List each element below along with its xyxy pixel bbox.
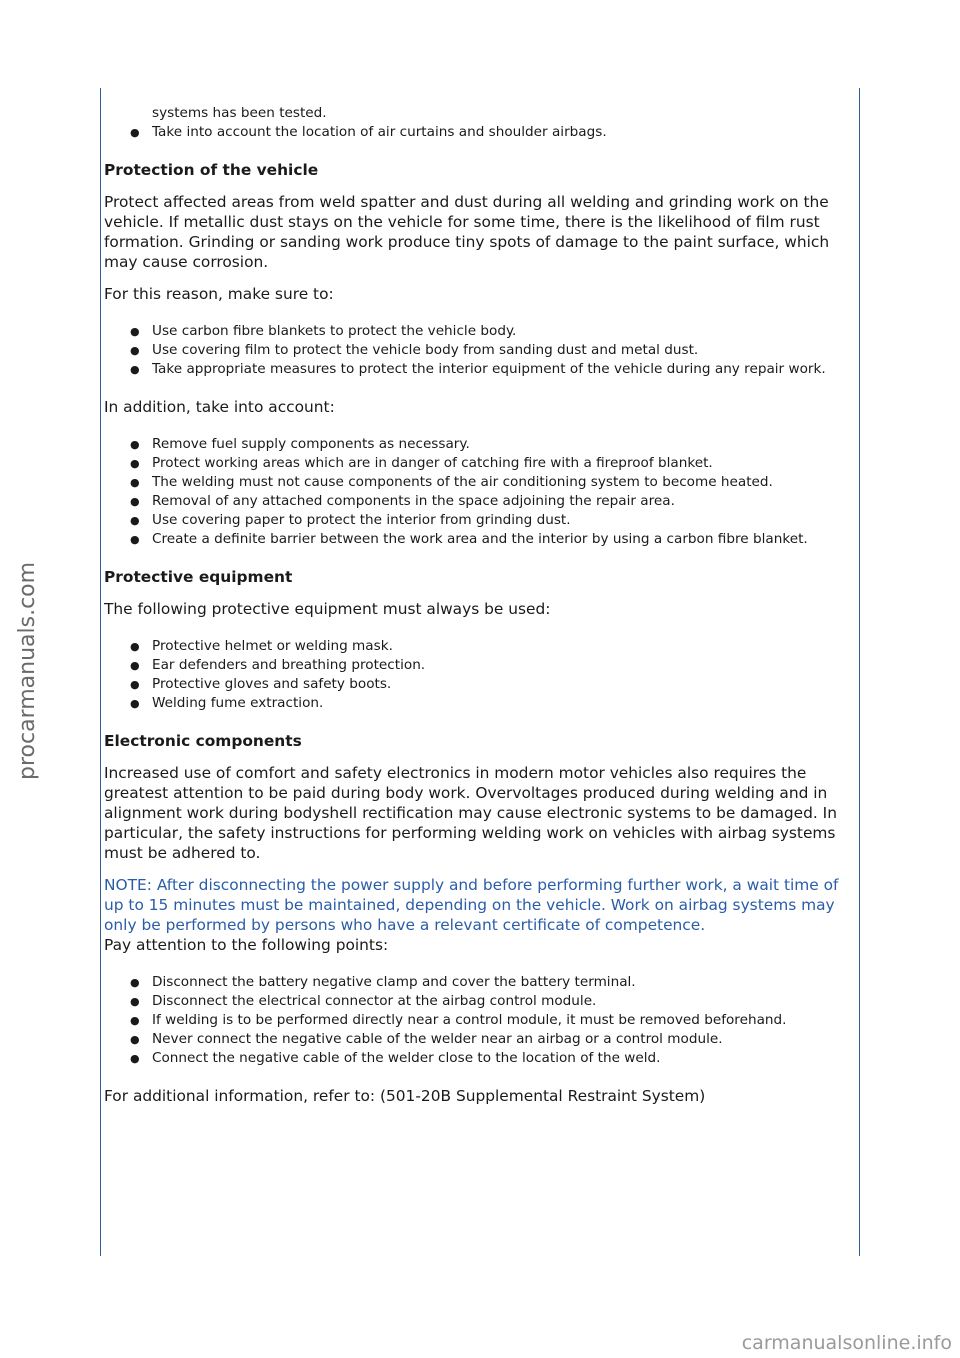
list-item: ● Take appropriate measures to protect the interior equipment of the vehicle during any repair work. bbox=[152, 360, 856, 379]
equipment-bullet-list bbox=[104, 637, 856, 713]
protection-bullet-list-2 bbox=[104, 435, 856, 549]
section-heading-equipment: Protective equipment bbox=[104, 568, 293, 586]
list-item: ● Protect working areas which are in danger of catching fire with a fireproof blanket. bbox=[152, 454, 856, 473]
list-item: ● Ear defenders and breathing protection. bbox=[152, 656, 856, 675]
electronics-lead: Pay attention to the following points: bbox=[104, 936, 389, 954]
side-watermark: procarmanuals.com bbox=[15, 561, 40, 780]
reference-link-text: For additional information, refer to: (501-20B Supplemental Restraint System) bbox=[104, 1087, 706, 1105]
list-item: ● If welding is to be performed directly near a control module, it must be removed beforehand. bbox=[152, 1011, 856, 1030]
list-item: ● The welding must not cause components of the air conditioning system to become heated. bbox=[152, 473, 856, 492]
list-item: ● Welding fume extraction. bbox=[152, 694, 856, 713]
list-item: ● Never connect the negative cable of the welder near an airbag or a control module. bbox=[152, 1030, 856, 1049]
list-item: ● Connect the negative cable of the welder close to the location of the weld. bbox=[152, 1049, 856, 1068]
section-heading-protection: Protection of the vehicle bbox=[104, 161, 319, 179]
list-item: ● Use covering film to protect the vehicle body from sanding dust and metal dust. bbox=[152, 341, 856, 360]
intro-bullet-list bbox=[104, 123, 856, 142]
protection-bullet-list bbox=[104, 322, 856, 379]
airbag-note: NOTE: After disconnecting the power supply and before performing further work, a wait time of up to 15 minutes must be maintained, depending on the vehicle. Work on airbag systems may only be performed by persons who have a relevant certificate of competence. bbox=[104, 876, 839, 934]
electronics-bullet-list bbox=[104, 973, 856, 1068]
protection-lead-2: In addition, take into account: bbox=[104, 398, 335, 416]
list-item: ● Disconnect the battery negative clamp and cover the battery terminal. bbox=[152, 973, 856, 992]
equipment-lead: The following protective equipment must always be used: bbox=[104, 600, 551, 618]
electronics-paragraph: Increased use of comfort and safety electronics in modern motor vehicles also requires the greatest attention to be paid during body work. Overvoltages produced during welding and in alignment work during bodyshell rectification may cause electronic systems to be damaged. In particular, the safety instructions for performing welding work on vehicles with airbag systems must be adhered to. bbox=[104, 764, 837, 862]
protection-lead: For this reason, make sure to: bbox=[104, 285, 334, 303]
list-item: ● Create a definite barrier between the work area and the interior by using a carbon fibre blanket. bbox=[152, 530, 856, 549]
manual-page-content bbox=[104, 104, 856, 1118]
list-item: ● Remove fuel supply components as necessary. bbox=[152, 435, 856, 454]
footer-watermark: carmanualsonline.info bbox=[741, 1332, 952, 1354]
section-heading-electronics: Electronic components bbox=[104, 732, 302, 750]
left-margin-rule bbox=[100, 88, 101, 1256]
continued-bullet-text: systems has been tested. bbox=[152, 105, 327, 121]
list-item: ● Take into account the location of air curtains and shoulder airbags. bbox=[152, 123, 856, 142]
right-margin-rule bbox=[859, 88, 860, 1256]
protection-paragraph: Protect affected areas from weld spatter and dust during all welding and grinding work on the vehicle. If metallic dust stays on the vehicle for some time, there is the likelihood of film rust formation. Grinding or sanding work produce tiny spots of damage to the paint surface, which may cause corrosion. bbox=[104, 193, 830, 271]
list-item: ● Removal of any attached components in the space adjoining the repair area. bbox=[152, 492, 856, 511]
list-item: ● Protective helmet or welding mask. bbox=[152, 637, 856, 656]
list-item: ● Use covering paper to protect the interior from grinding dust. bbox=[152, 511, 856, 530]
list-item: ● Disconnect the electrical connector at the airbag control module. bbox=[152, 992, 856, 1011]
list-item: ● Protective gloves and safety boots. bbox=[152, 675, 856, 694]
list-item: ● Use carbon fibre blankets to protect the vehicle body. bbox=[152, 322, 856, 341]
